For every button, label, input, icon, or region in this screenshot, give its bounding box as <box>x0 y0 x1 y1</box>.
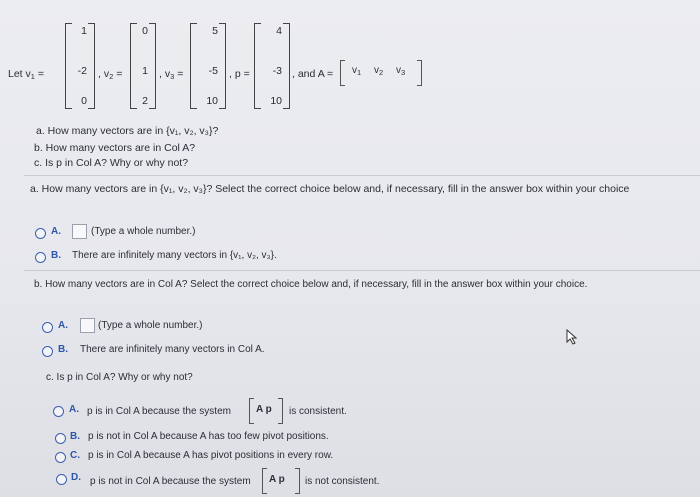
part-b-option-b-radio[interactable] <box>42 346 53 357</box>
part-c-option-a-text: p is in Col A because the system <box>87 406 231 417</box>
and-a-label: , and A = <box>292 68 334 80</box>
augmented-matrix-a-p: A p <box>249 398 283 422</box>
part-c-option-d-suffix: is not consistent. <box>305 476 380 487</box>
v2-entry-1: 0 <box>142 25 148 37</box>
part-c-option-d-radio[interactable] <box>56 474 67 485</box>
p-entry-2: -3 <box>272 65 282 77</box>
v2-entry-2: 1 <box>142 65 148 77</box>
part-a-option-b-radio[interactable] <box>35 252 46 263</box>
part-b-option-a-hint: (Type a whole number.) <box>98 320 203 331</box>
part-a-answer-box[interactable] <box>72 224 87 239</box>
part-c-option-b-text: p is not in Col A because A has too few pivot positions. <box>88 431 329 442</box>
mouse-pointer-icon <box>565 329 579 345</box>
part-a-option-a-letter: A. <box>51 226 61 237</box>
part-b-option-b-letter: B. <box>58 344 68 355</box>
part-c-option-b-letter: B. <box>70 431 80 442</box>
v3-entry-3: 10 <box>206 95 218 107</box>
v3-entry-2: -5 <box>208 65 218 77</box>
part-b-option-b-text: There are infinitely many vectors in Col A. <box>80 344 265 355</box>
vector-v2 <box>130 23 156 107</box>
part-c-option-d-text: p is not in Col A because the system <box>90 476 251 487</box>
part-c-option-a-suffix: is consistent. <box>289 406 347 417</box>
matrix-a: $v_1$ $v_2$ $v_3$ <box>340 60 422 84</box>
v3-entry-1: 5 <box>212 25 218 37</box>
part-c-option-c-radio[interactable] <box>55 452 66 463</box>
let-v1-label: Let $v_1$ = <box>8 68 44 81</box>
part-c-option-b-radio[interactable] <box>55 433 66 444</box>
vector-v1 <box>65 23 95 107</box>
part-c-option-d-letter: D. <box>71 472 81 483</box>
part-c-option-c-text: p is in Col A because A has pivot positions in every row. <box>88 450 334 461</box>
part-a-option-a-hint: (Type a whole number.) <box>91 226 196 237</box>
summary-question-b: b. How many vectors are in Col A? <box>34 142 196 154</box>
part-a-question: a. How many vectors are in {v₁, v₂, v₃}? Select the correct choice below and, if necessary, fill in the answer box within your choice <box>30 183 630 195</box>
v1-entry-1: 1 <box>81 25 87 37</box>
divider <box>24 270 700 271</box>
part-c-option-c-letter: C. <box>70 450 80 461</box>
part-b-option-a-radio[interactable] <box>42 322 53 333</box>
part-c-question: c. Is p in Col A? Why or why not? <box>46 372 193 383</box>
v3-label: , $v_3$ = <box>159 68 184 81</box>
vector-p <box>254 23 290 107</box>
part-b-option-a-letter: A. <box>58 320 68 331</box>
divider <box>24 175 700 176</box>
summary-question-a: a. How many vectors are in {v₁, v₂, v₃}? <box>36 125 219 137</box>
p-entry-1: 4 <box>276 25 282 37</box>
part-c-option-a-radio[interactable] <box>53 406 64 417</box>
v2-label: , $v_2$ = <box>98 68 123 81</box>
part-b-question: b. How many vectors are in Col A? Select the correct choice below and, if necessary, fill in the answer box within your choice. <box>34 279 588 290</box>
summary-question-c: c. Is p in Col A? Why or why not? <box>34 157 189 169</box>
v1-entry-3: 0 <box>81 95 87 107</box>
part-a-option-b-text: There are infinitely many vectors in {v₁, v₂, v₃}. <box>72 250 277 261</box>
part-a-option-b-letter: B. <box>51 250 61 261</box>
p-entry-3: 10 <box>270 95 282 107</box>
part-c-option-a-letter: A. <box>69 404 79 415</box>
p-label: , p = <box>229 68 250 80</box>
v1-entry-2: -2 <box>77 65 87 77</box>
vector-v3 <box>190 23 226 107</box>
part-a-option-a-radio[interactable] <box>35 228 46 239</box>
augmented-matrix-a-p-d: A p <box>262 468 300 492</box>
part-b-answer-box[interactable] <box>80 318 95 333</box>
v2-entry-3: 2 <box>142 95 148 107</box>
